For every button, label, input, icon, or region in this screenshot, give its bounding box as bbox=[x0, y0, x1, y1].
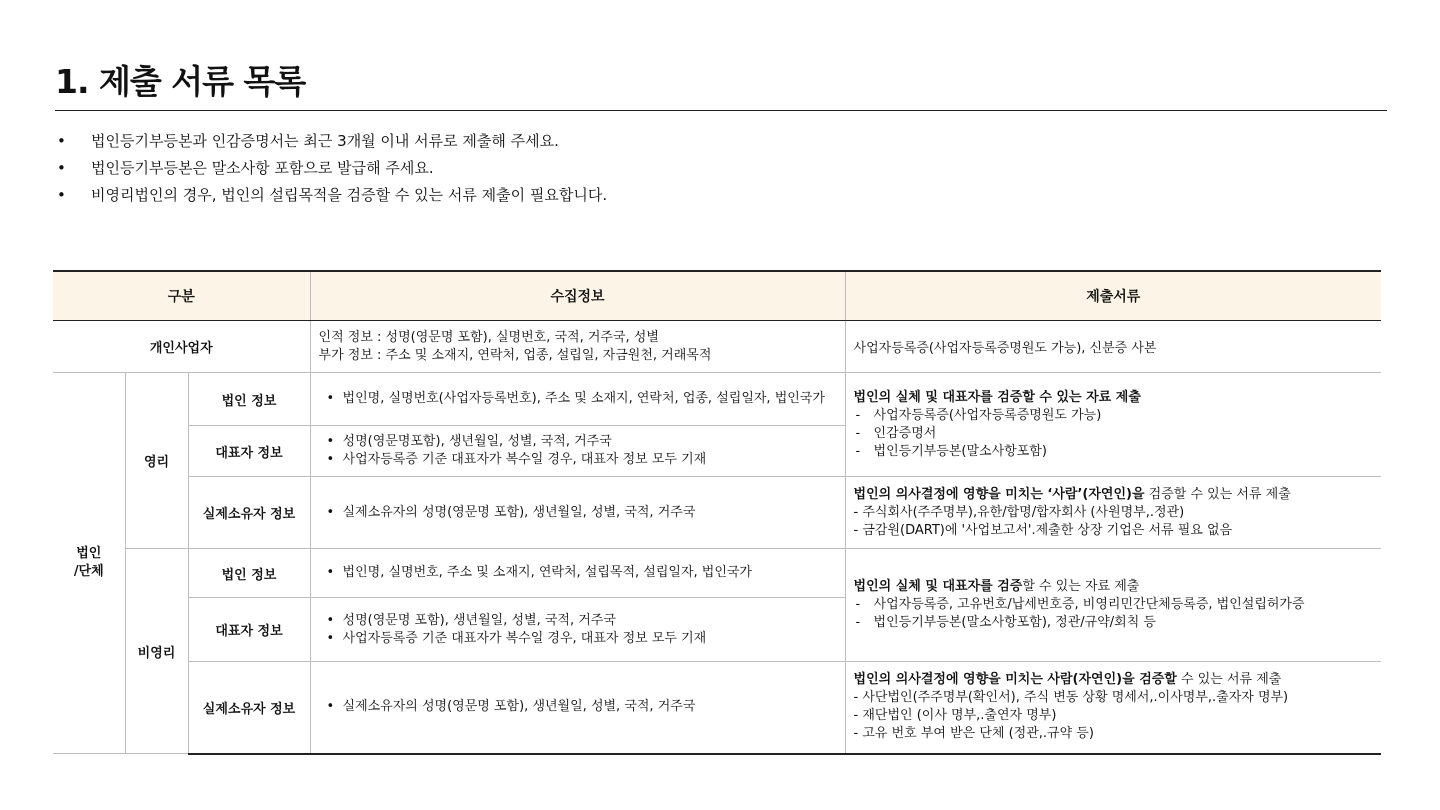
docs-lead-line bbox=[854, 671, 1374, 689]
table-row bbox=[53, 662, 1381, 754]
notice-item: • 비영리법인의 경우, 법인의 설립목적을 검증할 수 있는 서류 제출이 필요합니다. bbox=[55, 182, 607, 209]
docs-lead-line bbox=[854, 486, 1374, 504]
document-table bbox=[53, 270, 1381, 755]
info-item: • 사업자등록증 기준 대표자가 복수일 경우, 대표자 정보 모두 기재 bbox=[319, 630, 837, 648]
profit-docs-b bbox=[845, 477, 1381, 549]
row-label: 법인 정보 bbox=[188, 549, 310, 598]
docs-lead-rest: 수 있는 서류 제출 bbox=[1176, 672, 1282, 688]
docs-line: - 금감원(DART)에 '사업보고서'.제출한 상장 기업은 서류 필요 없음 bbox=[853, 522, 1233, 538]
info-item: • 사업자등록증 기준 대표자가 복수일 경우, 대표자 정보 모두 기재 bbox=[319, 451, 837, 469]
info-line: 부가 정보 : 주소 및 소재지, 연락처, 업종, 설립일, 자금원천, 거래목적 bbox=[318, 347, 712, 363]
row-info bbox=[310, 426, 845, 477]
row-info bbox=[310, 598, 845, 662]
row-label: 대표자 정보 bbox=[188, 426, 310, 477]
row-info bbox=[310, 549, 845, 598]
row-label: 법인 정보 bbox=[188, 373, 310, 426]
docs-line: - 재단법인 (이사 명부,.출연자 명부) bbox=[853, 708, 1057, 724]
docs-lead-rest: 검증할 수 있는 서류 제출 bbox=[1144, 486, 1291, 502]
notice-item: • 법인등기부등본과 인감증명서는 최근 3개월 이내 서류로 제출해 주세요. bbox=[55, 128, 607, 155]
page-title: 1. 제출 서류 목록 bbox=[55, 62, 306, 101]
header-category: 구분 bbox=[53, 271, 310, 321]
title-divider bbox=[55, 110, 1387, 111]
individual-docs: 사업자등록증(사업자등록증명원도 가능), 신분증 사본 bbox=[845, 321, 1381, 373]
table-row bbox=[53, 373, 1381, 426]
docs-item: - 사업자등록증, 고유번호/납세번호증, 비영리민간단체등록증, 법인설립허가증 bbox=[854, 596, 1374, 614]
notice-list bbox=[55, 128, 607, 209]
row-info bbox=[310, 373, 845, 426]
header-info: 수집정보 bbox=[310, 271, 845, 321]
info-item: • 법인명, 실명번호(사업자등록번호), 주소 및 소재지, 연락처, 업종, 설립일자, 법인국가 bbox=[319, 390, 837, 408]
info-line: 인적 정보 : 성명(영문명 포함), 실명번호, 국적, 거주국, 성별 bbox=[318, 329, 659, 345]
nonprofit-docs-a bbox=[845, 549, 1381, 662]
docs-item: - 사업자등록증(사업자등록증명원도 가능) bbox=[854, 407, 1374, 425]
profit-docs-a bbox=[845, 373, 1381, 477]
docs-lead: 법인의 의사결정에 영향을 미치는 사람(자연인)을 검증할 bbox=[853, 672, 1177, 688]
row-label: 실제소유자 정보 bbox=[188, 477, 310, 549]
row-info bbox=[310, 662, 845, 754]
docs-line: - 사단법인(주주명부(확인서), 주식 변동 상황 명세서,.이사명부,.출자자 명부) bbox=[853, 690, 1289, 706]
info-item: • 실제소유자의 성명(영문명 포함), 생년월일, 성별, 국적, 거주국 bbox=[319, 504, 837, 522]
docs-item: - 법인등기부등본(말소사항포함), 정관/규약/회칙 등 bbox=[854, 614, 1374, 632]
info-item: • 법인명, 실명번호, 주소 및 소재지, 연락처, 설립목적, 설립일자, 법인국가 bbox=[319, 564, 837, 582]
row-label: 대표자 정보 bbox=[188, 598, 310, 662]
nonprofit-label: 비영리 bbox=[125, 549, 188, 754]
docs-line: - 주식회사(주주명부),유한/합명/합자회사 (사원명부,.정관) bbox=[853, 504, 1185, 520]
table-row bbox=[53, 549, 1381, 598]
docs-lead-rest: 할 수 있는 자료 제출 bbox=[1022, 579, 1140, 594]
docs-lead: 법인의 의사결정에 영향을 미치는 ‘사람’(자연인)을 bbox=[853, 486, 1145, 502]
table-header-row bbox=[53, 271, 1381, 321]
nonprofit-docs-b bbox=[845, 662, 1381, 754]
docs-item: - 법인등기부등본(말소사항포함) bbox=[854, 443, 1374, 461]
profit-label: 영리 bbox=[125, 373, 188, 549]
docs-lead-line bbox=[854, 578, 1374, 596]
table-row bbox=[53, 477, 1381, 549]
corp-label: 법인 /단체 bbox=[53, 373, 125, 754]
info-item: • 성명(영문명포함), 생년월일, 성별, 국적, 거주국 bbox=[319, 433, 837, 451]
table-row bbox=[53, 321, 1381, 373]
notice-item: • 법인등기부등본은 말소사항 포함으로 발급해 주세요. bbox=[55, 155, 607, 182]
docs-line: - 고유 번호 부여 받은 단체 (정관,.규약 등) bbox=[853, 726, 1094, 742]
docs-lead: 법인의 실체 및 대표자를 검증할 수 있는 자료 제출 bbox=[853, 389, 1141, 405]
individual-label: 개인사업자 bbox=[53, 321, 310, 373]
row-info bbox=[310, 477, 845, 549]
info-item: • 성명(영문명 포함), 생년월일, 성별, 국적, 거주국 bbox=[319, 612, 837, 630]
row-label: 실제소유자 정보 bbox=[188, 662, 310, 754]
docs-item: - 인감증명서 bbox=[854, 425, 1374, 443]
header-docs: 제출서류 bbox=[845, 271, 1381, 321]
individual-info bbox=[310, 321, 845, 373]
docs-lead: 법인의 실체 및 대표자를 검증 bbox=[853, 579, 1023, 594]
info-item: • 실제소유자의 성명(영문명 포함), 생년월일, 성별, 국적, 거주국 bbox=[319, 698, 837, 716]
